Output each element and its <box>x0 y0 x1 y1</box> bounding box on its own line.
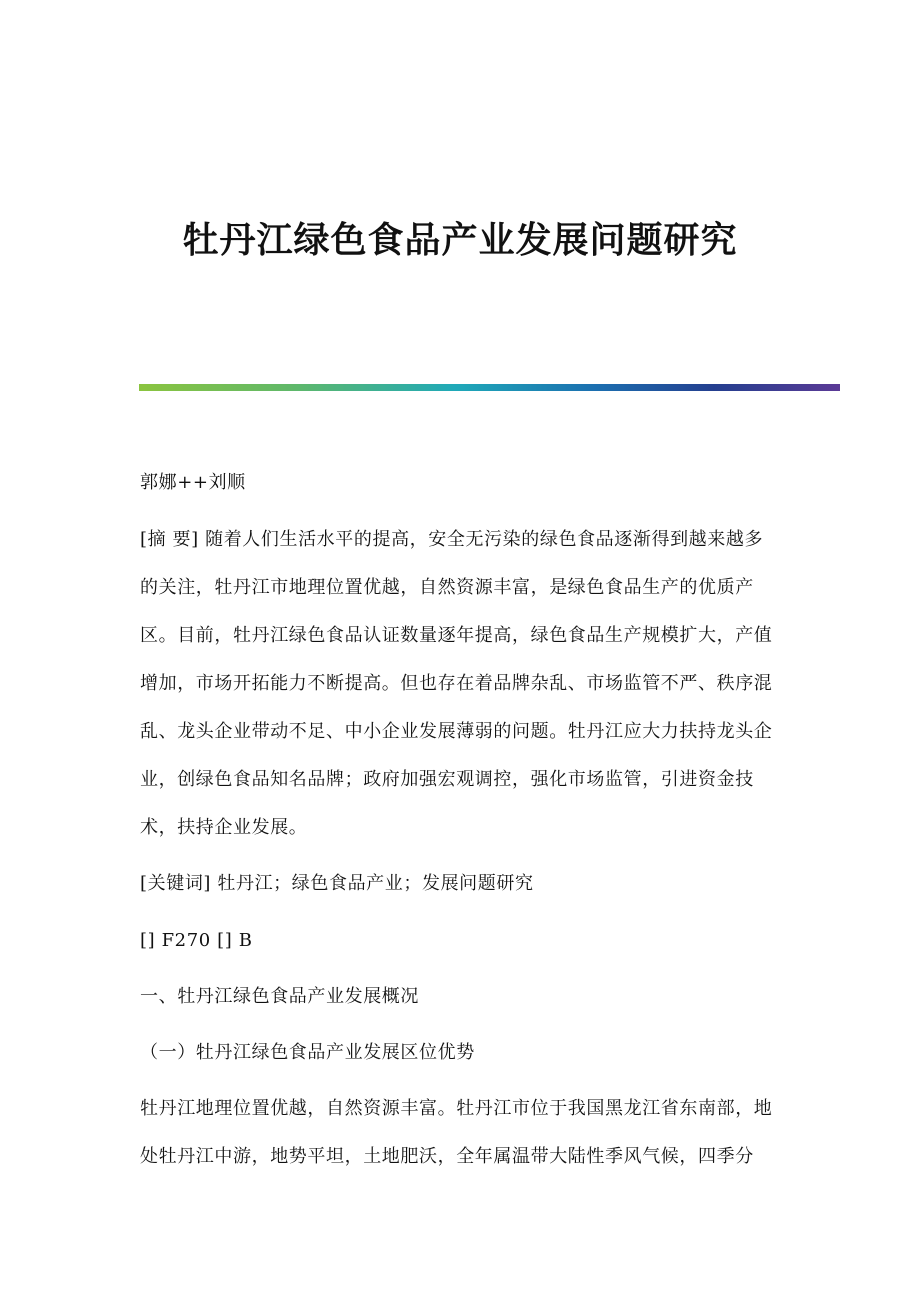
body-line: 处牡丹江中游，地势平坦，土地肥沃，全年属温带大陆性季风气候，四季分 <box>140 1146 754 1167</box>
document-title: 牡丹江绿色食品产业发展问题研究 <box>182 219 738 261</box>
abstract-line: 术，扶持企业发展。 <box>140 817 308 838</box>
section-heading: 一、牡丹江绿色食品产业发展概况 <box>140 986 419 1007</box>
abstract-line: 的关注，牡丹江市地理位置优越，自然资源丰富，是绿色食品生产的优质产 <box>140 577 754 598</box>
abstract-line: 增加，市场开拓能力不断提高。但也存在着品牌杂乱、市场监管不严、秩序混 <box>140 673 773 694</box>
abstract-line: 业，创绿色食品知名品牌；政府加强宏观调控，强化市场监管，引进资金技 <box>140 769 754 790</box>
gradient-divider <box>139 384 840 391</box>
classification-line: [] F270 [] B <box>140 930 253 951</box>
abstract-line: [摘 要] 随着人们生活水平的提高，安全无污染的绿色食品逐渐得到越来越多 <box>140 529 764 550</box>
subsection-heading: （一）牡丹江绿色食品产业发展区位优势 <box>140 1042 475 1063</box>
body-line: 牡丹江地理位置优越，自然资源丰富。牡丹江市位于我国黑龙江省东南部，地 <box>140 1098 773 1119</box>
abstract-line: 区。目前，牡丹江绿色食品认证数量逐年提高，绿色食品生产规模扩大，产值 <box>140 625 773 646</box>
author-line: 郭娜++刘顺 <box>140 472 246 493</box>
abstract-line: 乱、龙头企业带动不足、中小企业发展薄弱的问题。牡丹江应大力扶持龙头企 <box>140 721 773 742</box>
keywords-line: [关键词] 牡丹江；绿色食品产业；发展问题研究 <box>140 873 534 894</box>
